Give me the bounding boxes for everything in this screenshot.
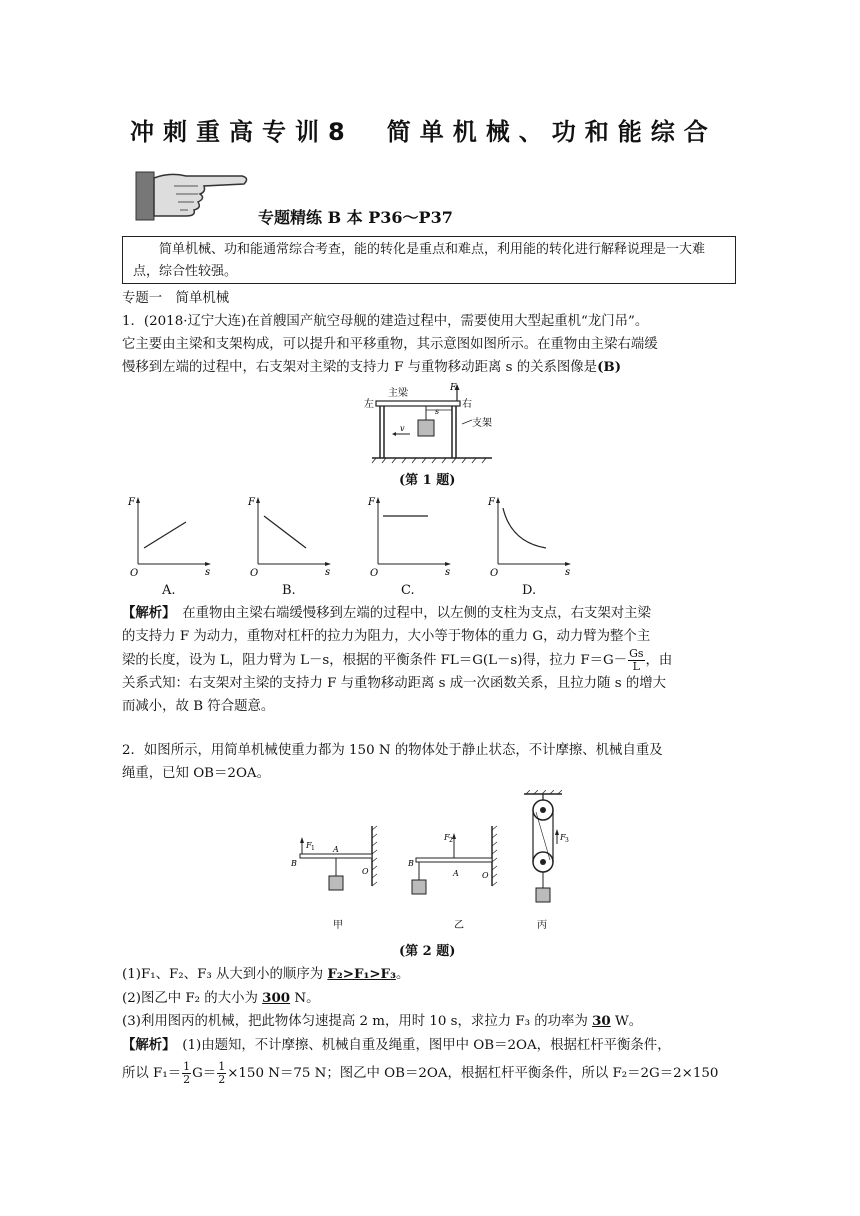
q2-answer-2: 300 <box>262 989 291 1006</box>
svg-text:s: s <box>325 567 331 578</box>
option-c: C. <box>401 583 415 598</box>
lever-jia <box>290 826 377 931</box>
q2-caption: (第 2 题) <box>399 944 456 959</box>
right-label: 右 <box>462 399 472 410</box>
q1-caption: (第 1 题) <box>399 473 456 488</box>
svg-text:F: F <box>560 833 566 842</box>
q2-answers: (1)F₁、F₂、F₃ 从大到小的顺序为 F₂>F₁>F₃。 (2)图乙中 F₂ 的大小为 300 N。 (3)利用图丙的机械，把此物体匀速提高 2 m，用时 10 s，求拉力 F₃ 的功率为 30 W。 【解析】 (1)由题知，不计摩擦、机械自重及绳重，图甲中 OB＝2OA，根据杠杆平衡条件， 所以 F₁＝ $\frac{1}{2}$ G＝ $\frac{1}{2}$ ×150 N＝75 N；图乙中 OB＝2OA，根据杠杆平衡条件，所以 F₂＝2G＝2×150 <box>122 966 719 1086</box>
svg-text:F: F <box>444 833 450 842</box>
svg-text:O: O <box>362 867 369 876</box>
svg-text:O: O <box>370 568 379 579</box>
q2-analysis-label: 【解析】 <box>122 1036 169 1053</box>
intro-text: 简单机械、功和能通常综合考查，能的转化是重点和难点，利用能的转化进行解释说理是一大难点，综合性较强。 <box>133 242 706 279</box>
q1-crane-figure <box>362 380 502 464</box>
beam-label: 主梁 <box>388 388 408 399</box>
graph-d <box>487 497 571 579</box>
svg-text:F: F <box>368 497 375 508</box>
q1-analysis: 【解析】 在重物由主梁右端缓慢移到左端的过程中，以左侧的支柱为支点，右支架对主梁 的支持力 F 为动力，重物对杠杆的拉力为阻力，大小等于物体的重力 G，动力臂为整个主 梁的长度，设为 L，阻力臂为 L－s，根据的平衡条件 FL＝G(L－s)得，拉力 F＝G－ $\frac{Gs}{L}$ ，由 关系式知：右支架对主梁的支持力 F 与重物移动距离 s 成一次函数关系，且拉力随 s 的增大 而减小，故 B 符合题意。 <box>122 605 673 714</box>
option-b: B. <box>282 583 296 598</box>
q1-answer: (B) <box>597 359 622 375</box>
svg-text:B: B <box>408 859 414 868</box>
fraction-half-1: $\frac{1}{2}$ <box>183 1060 191 1086</box>
q2-text: 2．如图所示，用简单机械使重力都为 150 N 的物体处于静止状态，不计摩擦、机械自重及 绳重，已知 OB＝2OA。 <box>122 743 663 781</box>
left-label: 左 <box>364 399 374 410</box>
svg-text:1: 1 <box>311 845 315 852</box>
graph-a <box>127 497 211 579</box>
pulley-bing <box>524 790 569 931</box>
svg-text:丙: 丙 <box>537 920 547 931</box>
s-label: s <box>435 407 440 416</box>
svg-text:甲: 甲 <box>333 920 343 931</box>
q2-answer-1: F₂>F₁>F₃ <box>327 966 396 982</box>
section1-title: 专题一 简单机械 <box>122 291 230 306</box>
svg-text:O: O <box>490 568 499 579</box>
fraction-half-2: $\frac{1}{2}$ <box>218 1060 226 1086</box>
page-title: 冲刺重高专训8 简单机械、功和能综合 <box>130 118 717 146</box>
svg-text:F: F <box>248 497 255 508</box>
q2-answer-3: 30 <box>592 1013 611 1029</box>
graph-b <box>247 497 331 579</box>
svg-text:A: A <box>333 845 339 854</box>
svg-text:O: O <box>250 568 259 579</box>
svg-text:A: A <box>453 869 459 878</box>
q2-machines-figure <box>286 790 576 936</box>
v-label: v <box>400 424 405 433</box>
F-label: F <box>450 383 457 393</box>
fraction-gs-over-l: $\frac{Gs}{L}$ <box>629 647 644 673</box>
svg-text:s: s <box>565 567 571 578</box>
graph-c <box>367 497 451 579</box>
svg-text:B: B <box>291 859 297 868</box>
svg-text:O: O <box>482 871 489 880</box>
svg-text:F: F <box>128 497 135 508</box>
svg-text:s: s <box>445 567 451 578</box>
svg-text:3: 3 <box>565 837 569 844</box>
subtitle: 专题精练 B 本 P36～P37 <box>258 208 453 227</box>
svg-text:O: O <box>130 568 139 579</box>
svg-text:乙: 乙 <box>454 920 464 931</box>
svg-text:F: F <box>306 841 312 850</box>
q1-option-graphs <box>126 494 576 580</box>
analysis-label: 【解析】 <box>122 605 169 621</box>
support-label: 支架 <box>472 418 492 429</box>
pointing-hand-icon <box>134 168 254 224</box>
svg-text:F: F <box>488 497 495 508</box>
q1-text: 1．(2018·辽宁大连)在首艘国产航空母舰的建造过程中，需要使用大型起重机“龙门吊”。 它主要由主梁和支架构成，可以提升和平移重物，其示意图如图所示。在重物由主梁右端缓 慢移到左端的过程中，右支架对主梁的支持力 F 与重物移动距离 s 的关系图像是(B) <box>122 314 658 375</box>
intro-box <box>122 236 736 284</box>
svg-text:s: s <box>205 567 211 578</box>
lever-yi <box>407 826 497 931</box>
svg-text:2: 2 <box>449 837 453 844</box>
option-a: A. <box>162 583 176 598</box>
option-d: D. <box>522 583 537 598</box>
